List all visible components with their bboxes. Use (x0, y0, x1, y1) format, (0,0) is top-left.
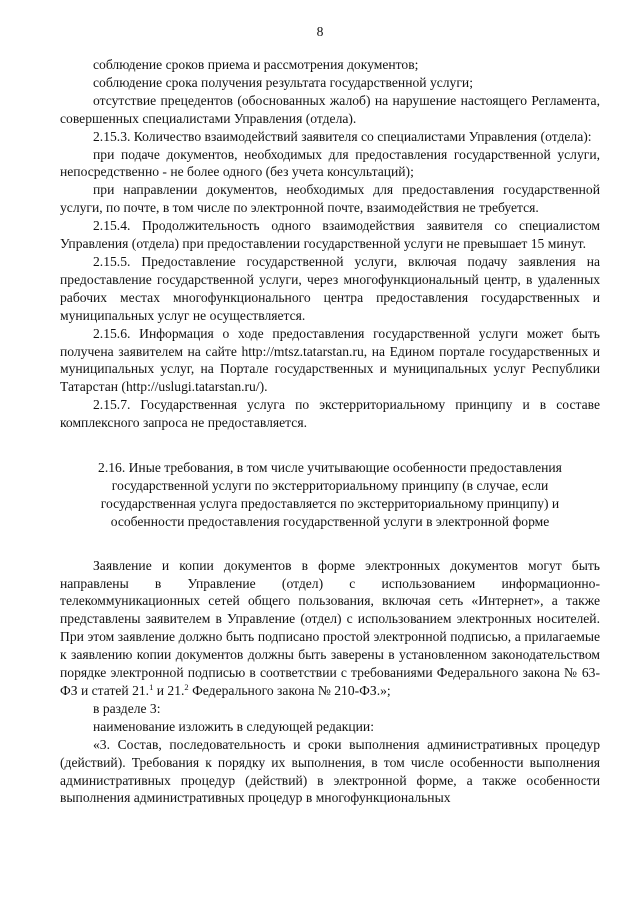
section-2-15-3-item-b: при направлении документов, необходимых для предоставления государственной услуги, по почте, в том числе по электронной почте, взаимодействия не требуется. (60, 182, 600, 216)
superscript: 2 (184, 682, 189, 692)
section-2-15-6: 2.15.6. Информация о ходе предоставления государственной услуги может быть получена заявителем на сайте http://mtsz.tatarstan.ru, на Едином портале государственных и муниципальных услуг, на Портале государственных и муниципальных услуг Республики Татарстан (http://uslugi.tatarstan.ru/). (60, 325, 600, 395)
name-instruction: наименование изложить в следующей редакции: (93, 718, 374, 734)
section-2-15-4: 2.15.4. Продолжительность одного взаимодействия заявителя со специалистом Управления (отдела) при предоставлении государственной услуги не превышает 15 минут. (60, 218, 600, 252)
section-3-intro: в разделе 3: (93, 700, 161, 716)
list-item: отсутствие прецедентов (обоснованных жалоб) на нарушение настоящего Регламента, совершенных специалистами Управления (отдела). (60, 92, 600, 126)
section-2-15-3: 2.15.3. Количество взаимодействий заявителя со специалистами Управления (отдела): (93, 128, 592, 144)
heading-line: особенности предоставления государственной услуги в электронной форме (110, 513, 550, 529)
section-heading-2-16 (60, 459, 600, 531)
superscript: 1 (149, 682, 154, 692)
list-item: соблюдение срока получения результата государственной услуги; (93, 74, 473, 90)
paragraph-text: Федерального закона № 210-ФЗ.»; (188, 683, 391, 698)
heading-line: 2.16. Иные требования, в том числе учитывающие особенности предоставления (98, 460, 562, 476)
list-item: соблюдение сроков приема и рассмотрения документов; (93, 57, 419, 72)
paragraph-text: Заявление и копии документов в форме электронных документов могут быть направлены в Управление (отдел) с использованием информационно-телекоммуникационных сетей общего пользования, включая сеть «Интернет», а также представлены заявителем в Управление (отдел) с использованием электронных носителей. При этом заявление должно быть подписано простой электронной подписью, а прилагаемые к заявлению копии документов должны быть заверены в установленном законодательством порядке электронной подписью в соответствии с требованиями Федерального закона № 63-ФЗ и статей 21. (60, 557, 600, 698)
heading-line: государственной услуги по экстерриториальному принципу (в случае, если (111, 477, 549, 493)
section-2-16-paragraph (60, 557, 600, 700)
section-2-15-5: 2.15.5. Предоставление государственной услуги, включая подачу заявления на предоставление государственной услуги, через многофункциональный центр, в удаленных рабочих местах многофункционального центра предоставления государственных и муниципальных услуг не осуществляется. (60, 253, 600, 323)
page-number: 8 (316, 24, 324, 39)
section-2-15-7: 2.15.7. Государственная услуга по экстерриториальному принципу и в составе комплексного запроса не предоставляется. (60, 397, 600, 431)
heading-line: государственная услуга предоставляется по экстерриториальному принципу) и (100, 495, 560, 511)
section-3-text: «3. Состав, последовательность и сроки выполнения административных процедур (действий). Требования к порядку их выполнения, в том числе особенности выполнения административных процедур (действий) в электронной форме, а также особенности выполнения административных процедур в многофункциональных (60, 736, 600, 806)
document-body (60, 56, 600, 807)
section-2-15-3-item-a: при подаче документов, необходимых для предоставления государственной услуги, непосредственно - не более одного (без учета консультаций); (60, 146, 600, 180)
paragraph-text: и 21. (153, 683, 185, 698)
